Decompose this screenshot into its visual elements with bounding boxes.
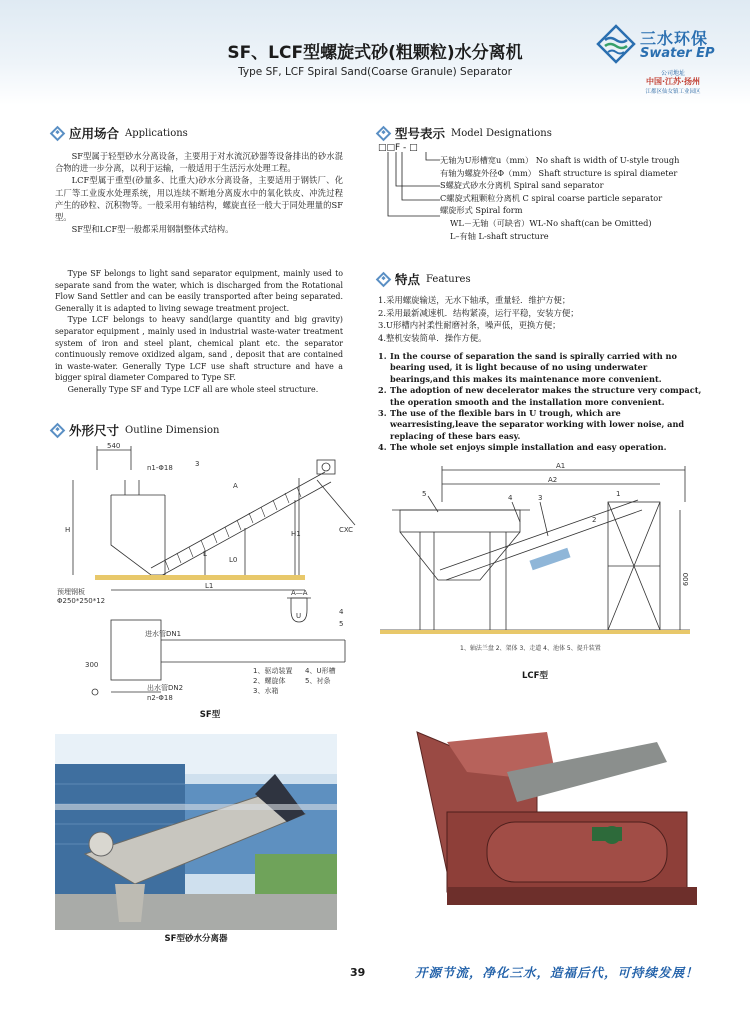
feature-cn-3: 3.U形槽内衬柔性耐磨衬条，噪声低，更换方便；	[378, 320, 561, 331]
diamond-bullet-icon	[376, 125, 392, 141]
sf-photo-caption: SF型砂水分离器	[164, 934, 228, 944]
features-list-cn	[378, 294, 708, 344]
model-lines-sub	[450, 217, 740, 242]
sf-legend-4: 4、U形槽	[305, 667, 336, 675]
logo-address-sub: 江都区仙女镇工业园区	[645, 89, 701, 95]
applications-en-p1: Type SF belongs to light sand separator equipment, mainly used to separate sand from the water, which is discharged from the Rotational Flow Sand Settler and can be easily transported after being separated. Generally it is adapted to living sewage treatment project.	[55, 269, 343, 313]
lcf-separator-photo	[407, 722, 697, 922]
sf-inlet: 进水管DN1	[145, 630, 182, 638]
sf-label-5: 5	[339, 620, 344, 628]
model-line-7: L–有轴 L-shaft structure	[450, 230, 549, 241]
feature-en-3: 3. The use of the flexible bars in U trough, which are wearresisting,leave the separator working with lower noise, and replacing of these bars easy.	[378, 408, 685, 441]
outline-heading-cn: 外形尺寸	[69, 423, 120, 438]
model-line-1: 无轴为U形槽宽u（mm） No shaft is width of U-style trough	[440, 155, 680, 165]
applications-text-cn	[55, 150, 343, 235]
page-title: SF、LCF型螺旋式砂(粗颗粒)水分离机	[227, 43, 523, 63]
feature-en-1: 1. In the course of separation the sand is spirally carried with no bearing used, it is light because of no using underwater bearings,and this makes its maintenance more convenient.	[378, 351, 677, 384]
sf-section: A—A	[291, 589, 308, 597]
lcf-label-5: 5	[422, 490, 427, 498]
logo-name-cn: 三水环保	[640, 29, 709, 48]
sf-label-L1: L1	[205, 582, 214, 590]
diamond-bullet-icon	[50, 125, 66, 141]
sf-label-3: 3	[195, 460, 200, 468]
features-heading-cn: 特点	[395, 272, 421, 287]
model-line-4: C螺旋式粗颗粒分离机 C spiral coarse particle separator	[440, 192, 663, 203]
sf-dim-540: 540	[107, 442, 121, 450]
model-line-5: 螺旋形式 Spiral form	[440, 205, 523, 216]
model-code: □□F - □	[378, 143, 418, 153]
applications-en-p3: Generally Type SF and Type LCF all are whole steel structure.	[67, 384, 319, 394]
sf-label-CXC: CXC	[339, 526, 354, 534]
sf-legend-3: 3、水箱	[253, 687, 279, 695]
lcf-legend: 1、轴法兰盘 2、架体 3、走道 4、池体 5、提升装置	[460, 645, 601, 652]
sf-outlet-size: n2-Φ18	[147, 694, 173, 702]
feature-en-4: 4. The whole set enjoys simple installation and easy operation.	[378, 442, 667, 453]
lcf-dim-A1: A1	[556, 462, 566, 470]
lcf-label-4: 4	[508, 494, 513, 502]
models-heading-en: Model Designations	[451, 127, 552, 139]
lcf-label-3: 3	[538, 494, 543, 502]
logo-address-main: 中国·江苏·扬州	[645, 77, 701, 86]
model-line-2: 有轴为螺旋外径Φ（mm） Shaft structure is spiral diameter	[440, 167, 678, 178]
model-line-3: S螺旋式砂水分离机 Spiral sand separator	[440, 180, 604, 191]
features-heading	[378, 270, 471, 288]
sf-outlet: 出水管DN2	[147, 684, 184, 692]
sf-plate-size: Φ250*250*12	[57, 597, 106, 605]
sf-label-H1: H1	[291, 530, 301, 538]
feature-cn-1: 1.采用螺旋输送，无水下轴承，重量轻．维护方便；	[378, 295, 571, 305]
model-bracket-lines	[382, 152, 442, 252]
applications-heading-en: Applications	[125, 127, 188, 139]
diamond-bullet-icon	[376, 271, 392, 287]
models-heading	[378, 124, 552, 142]
footer-slogan: 开源节流，净化三水，造福后代，可持续发展！	[415, 965, 699, 980]
applications-cn-p3: SF型和LCF型一般都采用钢制整体式结构。	[71, 224, 234, 235]
sf-legend-2: 2、螺旋体	[253, 677, 286, 685]
sf-legend-1: 1、驱动装置	[253, 667, 293, 675]
logo-name-en: Swater EP	[640, 46, 715, 61]
sf-label-L: L	[203, 550, 207, 558]
model-line-6: WL－无轴（可缺省）WL-No shaft(can be Omitted)	[450, 218, 652, 228]
feature-cn-4: 4.整机安装简单．操作方便。	[378, 332, 487, 343]
outline-heading-en: Outline Dimension	[125, 424, 220, 436]
sf-drawing-caption: SF型	[199, 710, 221, 720]
sf-label-L0: L0	[229, 556, 238, 564]
models-heading-cn: 型号表示	[395, 126, 446, 141]
sf-label-4: 4	[339, 608, 344, 616]
feature-cn-2: 2.采用最新减速机．结构紧凑，运行平稳，安装方便；	[378, 307, 579, 318]
logo-address-label: 公司地址	[660, 70, 685, 77]
sf-plate: 预埋钢板	[57, 588, 85, 596]
logo-mark-icon	[596, 24, 636, 64]
applications-heading-cn: 应用场合	[69, 126, 120, 141]
applications-heading	[52, 124, 188, 142]
page-number: 39	[350, 966, 366, 979]
sf-pipe-dia: n1-Φ18	[147, 464, 173, 472]
lcf-label-1: 1	[616, 490, 621, 498]
sf-label-u: U	[296, 612, 302, 620]
page-subtitle: Type SF, LCF Spiral Sand(Coarse Granule) Separator	[238, 66, 512, 78]
applications-cn-p1: SF型属于轻型砂水分离设备，主要用于对水流沉砂器等设备排出的砂水混合物的进一步分离，以利于运输，一般适用于生活污水处理工程。	[55, 151, 343, 174]
features-list-en	[378, 351, 706, 454]
sf-label-H: H	[65, 526, 71, 534]
applications-text-en	[55, 268, 343, 396]
applications-en-p2: Type LCF belongs to heavy sand(large quantity and big gravity) separator equipment , mainly used in industrial waste-water treatment system of iron and steel plant, chemical plant etc. the separator continuously remove oxidized algam, sand , deposit that are contained in waste-water. Generally Type LCF use shaft structure and have a bigger spiral diameter Compared to Type SF.	[55, 315, 343, 383]
sf-label-A: A	[233, 482, 238, 490]
sf-legend-5: 5、衬条	[305, 677, 331, 685]
lcf-label-2: 2	[592, 516, 597, 524]
outline-heading	[52, 421, 219, 439]
model-lines-top	[440, 154, 740, 217]
sf-separator-photo	[55, 734, 337, 930]
sf-technical-drawing	[55, 440, 365, 720]
sf-dim-300: 300	[85, 661, 99, 669]
lcf-drawing-caption: LCF型	[522, 671, 548, 681]
feature-en-2: 2. The adoption of new decelerator makes the structure very compact, the operation smooth and the installation more convenient.	[378, 385, 702, 407]
diamond-bullet-icon	[50, 422, 66, 438]
lcf-dim-A2: A2	[548, 476, 558, 484]
company-logo	[588, 20, 738, 98]
lcf-technical-drawing	[380, 462, 710, 672]
features-heading-en: Features	[426, 273, 471, 285]
applications-cn-p2: LCF型属于重型(砂量多、比重大)砂水分离设备，主要适用于钢铁厂、化工厂等工业废水处理系统，用以连续不断地分离废水中的氧化铁皮、冲洗过程产生的砂粒、沉积物等。一般采用有轴结构，螺旋直径一般大于同处理量的SF型。	[55, 175, 343, 223]
lcf-dim-h: 600	[682, 572, 690, 586]
